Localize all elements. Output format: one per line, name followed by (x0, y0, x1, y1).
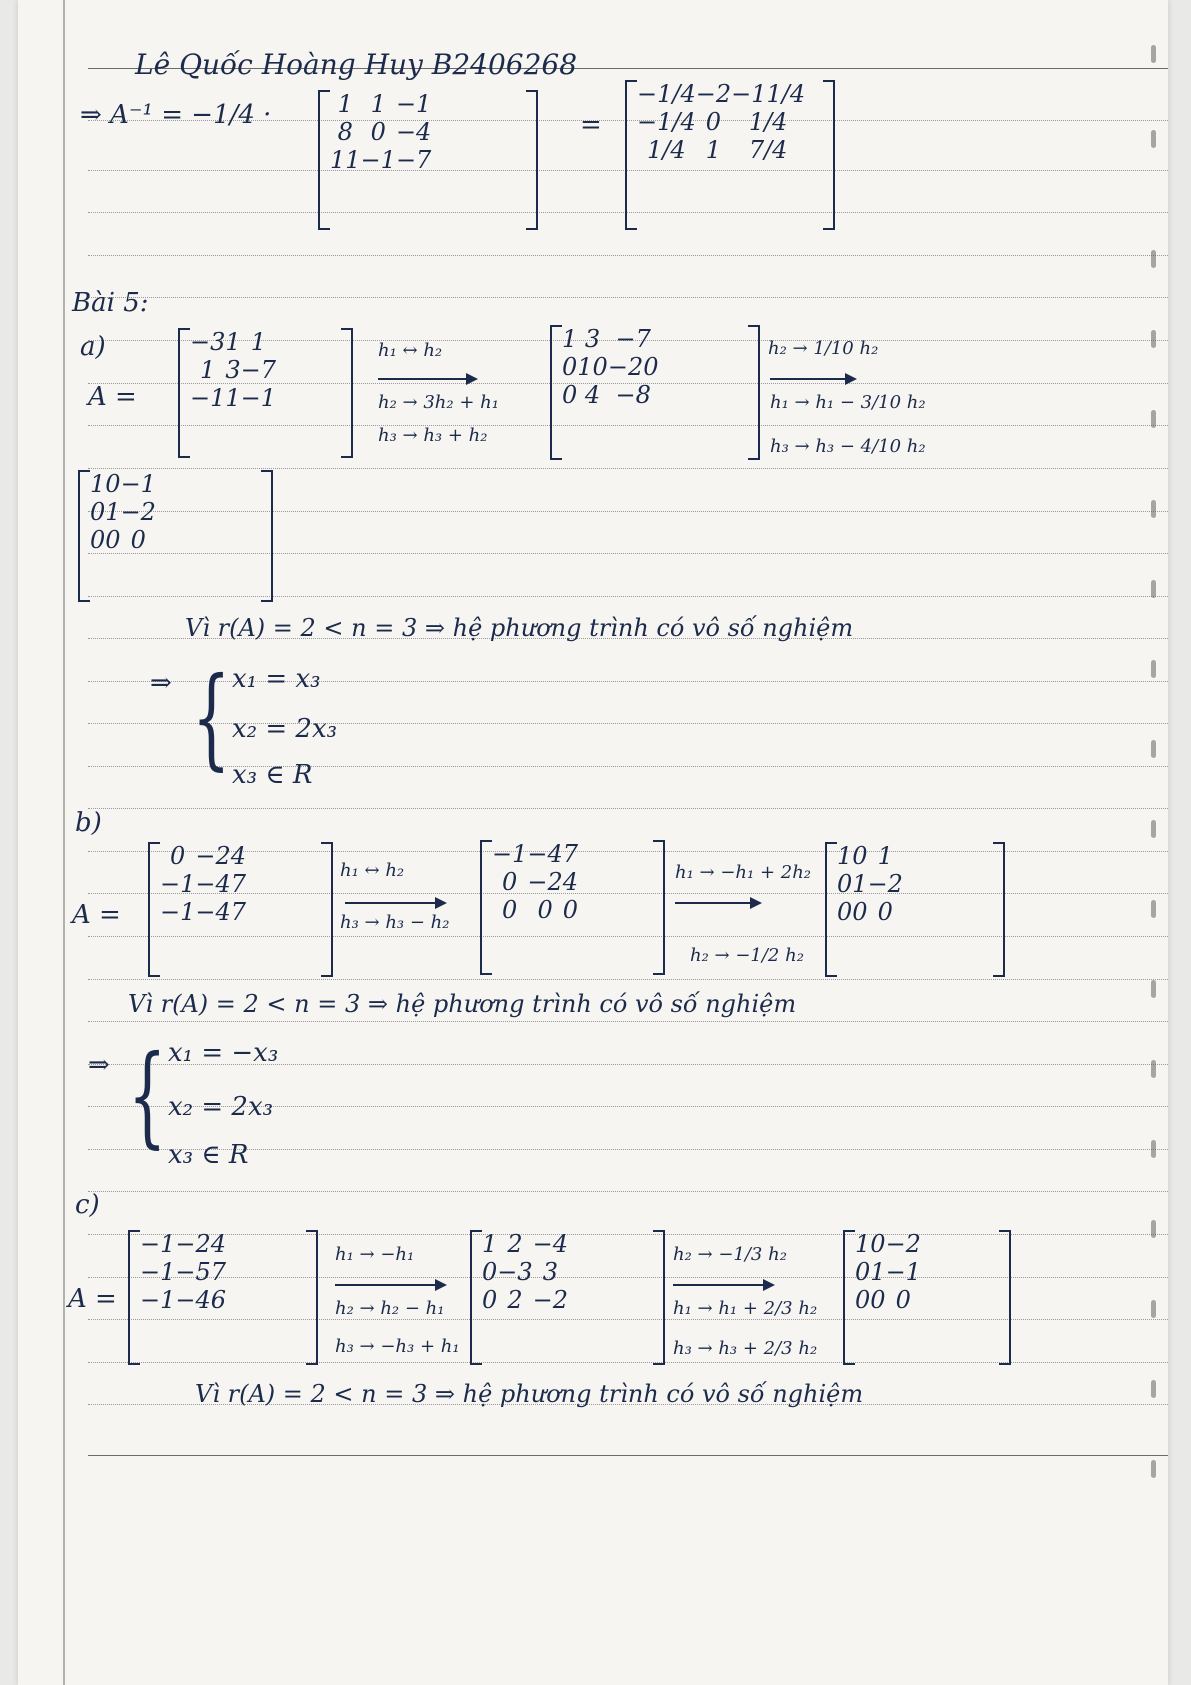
matrix-row (160, 898, 246, 926)
matrix-cell: −2 (532, 1286, 569, 1314)
part-c-conclusion: Vì r(A) = 2 < n = 3 ⇒ hệ phương trình có vô số nghiệm (195, 1380, 864, 1408)
matrix-cell: −1 (190, 384, 226, 412)
header-name-id: Lê Quốc Hoàng Huy B2406268 (135, 48, 578, 81)
matrix-row (160, 842, 246, 870)
matrix-cell: 0 (562, 353, 578, 381)
matrix-cell: 1 (105, 498, 121, 526)
part-b-brace: { (128, 1031, 167, 1159)
matrix-bracket-right (748, 325, 760, 460)
part-c-matrix-2 (470, 1230, 665, 1365)
matrix-cell: 0 (370, 118, 386, 146)
part-c-arrow-2 (673, 1284, 773, 1286)
matrix-bracket-right (993, 842, 1005, 977)
rule-line (88, 468, 1168, 469)
matrix-cell: −4 (175, 1286, 211, 1314)
part-c-op1-top: h₁ → −h₁ (335, 1244, 415, 1265)
part-c-matrix-1 (128, 1230, 318, 1365)
matrix-cell: −7 (615, 325, 651, 353)
part-b-matrix-2 (480, 840, 665, 975)
matrix-cell: 0 (855, 1258, 871, 1286)
part-a-arrow-2 (770, 378, 855, 380)
part-a-sys-1: x₁ = x₃ (232, 664, 321, 694)
inverse-result-matrix (625, 80, 835, 230)
part-a-lhs: A = (88, 382, 137, 412)
matrix-cell: −1 (160, 870, 196, 898)
part-b-arrow-2 (675, 902, 760, 904)
matrix-row (492, 896, 578, 924)
matrix-cell: 2 (507, 1286, 523, 1314)
matrix-bracket-right (306, 1230, 318, 1365)
matrix-cell: 2 (507, 1230, 523, 1258)
matrix-cell: 1 (482, 1230, 498, 1258)
binder-hole (1151, 130, 1156, 148)
matrix-cell: 1 (250, 328, 266, 356)
matrix-cell: 0 (105, 470, 121, 498)
matrix-cell: −1/4 (637, 80, 696, 108)
matrix-cell: 7 (230, 870, 247, 898)
matrix-row (140, 1230, 226, 1258)
part-c-arrow-1 (335, 1284, 445, 1286)
binder-hole (1151, 1220, 1156, 1238)
matrix-cell: 4 (562, 868, 579, 896)
matrix-cell: 0 (837, 898, 853, 926)
part-b-op2-b1: h₂ → −1/2 h₂ (690, 945, 804, 966)
part-a-op1-top: h₁ ↔ h₂ (378, 340, 443, 361)
matrix-cell: 1 (852, 870, 868, 898)
inverse-lhs: ⇒ A⁻¹ = −1/4 · (80, 100, 272, 130)
matrix-row (637, 80, 805, 108)
matrix-row (855, 1230, 921, 1258)
matrix-cell: 0 (105, 526, 121, 554)
matrix-cell: 0 (482, 1286, 498, 1314)
binder-hole (1151, 740, 1156, 758)
rule-line (88, 1191, 1168, 1192)
part-a-sys-arrow: ⇒ (150, 668, 172, 698)
matrix-bracket-right (526, 90, 538, 230)
part-a-arrow-1 (378, 378, 476, 380)
rule-line (88, 1021, 1168, 1022)
matrix-cell: 0 (852, 898, 868, 926)
matrix-bracket-left (128, 1230, 140, 1365)
part-a-label: a) (80, 332, 106, 362)
binder-hole (1151, 1060, 1156, 1078)
matrix-row (837, 870, 903, 898)
matrix-cell: 0 (537, 896, 553, 924)
inverse-equals: = (580, 110, 602, 140)
matrix-bracket-left (148, 842, 160, 977)
matrix-cell: 0 (895, 1286, 911, 1314)
matrix-row (330, 118, 431, 146)
part-b-conclusion: Vì r(A) = 2 < n = 3 ⇒ hệ phương trình có vô số nghiệm (128, 990, 797, 1018)
matrix-row (190, 356, 276, 384)
matrix-row (562, 325, 658, 353)
rule-line (88, 808, 1168, 809)
matrix-cell: −1 (395, 90, 432, 118)
matrix-bracket-right (321, 842, 333, 977)
binder-hole (1151, 820, 1156, 838)
matrix-bracket-left (550, 325, 562, 460)
matrix-row (562, 353, 658, 381)
matrix-cell: 0 (130, 526, 146, 554)
matrix-bracket-right (341, 328, 353, 458)
matrix-cell: −4 (395, 118, 432, 146)
matrix-grid (855, 1230, 921, 1314)
part-a-op2-top: h₂ → 1/10 h₂ (768, 338, 879, 359)
bai5-title: Bài 5: (72, 288, 149, 318)
matrix-cell: −7 (240, 356, 277, 384)
matrix-row (90, 470, 156, 498)
rule-line-bottom (88, 1455, 1168, 1456)
matrix-row (855, 1258, 921, 1286)
matrix-cell: 0 (562, 381, 578, 409)
matrix-cell: 1 (225, 328, 241, 356)
matrix-row (160, 870, 246, 898)
matrix-row (140, 1258, 226, 1286)
matrix-cell: 0 (502, 896, 518, 924)
part-c-op2-b1: h₁ → h₁ + 2/3 h₂ (673, 1298, 818, 1319)
matrix-grid (160, 842, 246, 926)
matrix-cell: −2 (195, 842, 231, 870)
matrix-cell: 1 (370, 90, 386, 118)
matrix-cell: 1 (705, 136, 722, 164)
binder-holes (1150, 0, 1160, 1685)
matrix-cell: −4 (527, 840, 563, 868)
matrix-cell: −7 (395, 146, 432, 174)
matrix-row (330, 146, 431, 174)
part-b-lhs: A = (72, 900, 121, 930)
matrix-cell: 1 (877, 842, 893, 870)
matrix-cell: 3 (584, 325, 601, 353)
matrix-bracket-right (261, 470, 273, 602)
matrix-cell: 0 (705, 108, 722, 136)
matrix-bracket-right (999, 1230, 1011, 1365)
matrix-cell: 10 (577, 353, 608, 381)
matrix-cell: −1 (240, 384, 277, 412)
matrix-cell: −3 (190, 328, 226, 356)
matrix-cell: −2 (120, 498, 156, 526)
binder-hole (1151, 1140, 1156, 1158)
matrix-cell: −20 (607, 353, 659, 381)
margin-line (63, 0, 65, 1685)
matrix-bracket-left (825, 842, 837, 977)
matrix-cell: 0 (502, 868, 518, 896)
matrix-grid (330, 90, 431, 174)
matrix-cell: 3 (542, 1258, 558, 1286)
part-b-op2-top: h₁ → −h₁ + 2h₂ (675, 862, 812, 883)
matrix-cell: −8 (615, 381, 651, 409)
part-b-sys-arrow: ⇒ (88, 1050, 110, 1080)
matrix-cell: 0 (837, 870, 853, 898)
matrix-cell: −4 (195, 898, 231, 926)
matrix-cell: −2 (885, 1230, 921, 1258)
matrix-cell: −1 (140, 1230, 176, 1258)
binder-hole (1151, 580, 1156, 598)
binder-hole (1151, 45, 1156, 63)
part-b-sys-3: x₃ ∈ R (168, 1140, 249, 1170)
matrix-row (562, 381, 658, 409)
matrix-cell: −1 (885, 1258, 921, 1286)
matrix-cell: 7 (210, 1258, 227, 1286)
part-a-sys-3: x₃ ∈ R (232, 760, 313, 790)
matrix-cell: 0 (90, 526, 106, 554)
binder-hole (1151, 500, 1156, 518)
matrix-cell: 1/4 (647, 136, 686, 164)
matrix-row (837, 842, 903, 870)
part-b-label: b) (75, 808, 102, 838)
matrix-cell: 0 (170, 842, 186, 870)
matrix-grid (140, 1230, 226, 1314)
matrix-row (482, 1286, 568, 1314)
part-a-op1-b1: h₂ → 3h₂ + h₁ (378, 392, 499, 413)
binder-hole (1151, 410, 1156, 428)
matrix-cell: −2 (175, 1230, 211, 1258)
rule-line (88, 297, 1168, 298)
matrix-bracket-left (318, 90, 330, 230)
matrix-cell: −4 (532, 1230, 569, 1258)
matrix-cell: −3 (497, 1258, 533, 1286)
matrix-cell: 0 (90, 498, 106, 526)
matrix-cell: −1 (492, 840, 528, 868)
inverse-matrix (318, 90, 538, 230)
matrix-row (90, 526, 156, 554)
matrix-bracket-left (78, 470, 90, 602)
matrix-cell: 1 (562, 325, 578, 353)
part-b-op1-top: h₁ ↔ h₂ (340, 860, 405, 881)
part-b-op1-b1: h₃ → h₃ − h₂ (340, 912, 450, 933)
matrix-cell: 1 (837, 842, 853, 870)
part-a-matrix-3 (78, 470, 273, 602)
part-b-sys-2: x₂ = 2x₃ (168, 1092, 274, 1122)
matrix-grid (90, 470, 156, 554)
matrix-cell: −1 (140, 1286, 176, 1314)
matrix-grid (837, 842, 903, 926)
matrix-cell: 0 (482, 1258, 498, 1286)
part-b-matrix-1 (148, 842, 333, 977)
part-a-op1-b2: h₃ → h₃ + h₂ (378, 425, 488, 446)
matrix-grid (562, 325, 658, 409)
matrix-cell: 0 (855, 1286, 871, 1314)
rule-line (88, 255, 1168, 256)
matrix-row (140, 1286, 226, 1314)
matrix-cell: 3 (225, 356, 241, 384)
matrix-cell: 7/4 (748, 136, 788, 164)
binder-hole (1151, 900, 1156, 918)
matrix-row (492, 840, 578, 868)
matrix-cell: −1 (120, 470, 156, 498)
matrix-row (492, 868, 578, 896)
matrix-bracket-left (625, 80, 637, 230)
matrix-row (90, 498, 156, 526)
matrix-row (190, 384, 276, 412)
matrix-cell: 7 (562, 840, 579, 868)
matrix-row (482, 1230, 568, 1258)
matrix-grid (190, 328, 276, 412)
part-a-sys-2: x₂ = 2x₃ (232, 714, 338, 744)
part-b-sys-1: x₁ = −x₃ (168, 1038, 279, 1068)
part-c-matrix-3 (843, 1230, 1011, 1365)
matrix-bracket-right (653, 840, 665, 975)
matrix-cell: −2 (695, 80, 732, 108)
matrix-cell: −1 (160, 898, 196, 926)
part-c-op1-b1: h₂ → h₂ − h₁ (335, 1298, 445, 1319)
matrix-cell: 4 (584, 381, 601, 409)
binder-hole (1151, 330, 1156, 348)
matrix-cell: −5 (175, 1258, 211, 1286)
matrix-cell: 1 (870, 1258, 886, 1286)
binder-hole (1151, 1460, 1156, 1478)
matrix-grid (637, 80, 805, 164)
matrix-cell: 1 (855, 1230, 871, 1258)
matrix-cell: 0 (852, 842, 868, 870)
binder-hole (1151, 1300, 1156, 1318)
rule-line (88, 1149, 1168, 1150)
matrix-bracket-left (178, 328, 190, 458)
part-b-arrow-1 (345, 902, 445, 904)
part-a-matrix-2 (550, 325, 760, 460)
part-a-conclusion: Vì r(A) = 2 < n = 3 ⇒ hệ phương trình có vô số nghiệm (185, 614, 854, 642)
part-c-op1-b2: h₃ → −h₃ + h₁ (335, 1336, 460, 1357)
binder-hole (1151, 1380, 1156, 1398)
matrix-cell: 0 (562, 896, 579, 924)
matrix-row (637, 108, 805, 136)
matrix-cell: 1/4 (748, 108, 788, 136)
matrix-row (855, 1286, 921, 1314)
matrix-cell: 7 (230, 898, 247, 926)
matrix-bracket-right (653, 1230, 665, 1365)
matrix-cell: −1 (140, 1258, 176, 1286)
matrix-cell: 11 (330, 146, 361, 174)
part-a-brace: { (192, 653, 231, 781)
matrix-cell: 4 (210, 1230, 227, 1258)
matrix-cell: −11/4 (731, 80, 806, 108)
matrix-cell: 1 (225, 384, 241, 412)
matrix-cell: 1 (337, 90, 353, 118)
matrix-row (190, 328, 276, 356)
part-c-lhs: A = (68, 1284, 117, 1314)
matrix-cell: 0 (877, 898, 893, 926)
binder-hole (1151, 980, 1156, 998)
matrix-cell: 6 (210, 1286, 227, 1314)
matrix-cell: 1 (90, 470, 106, 498)
matrix-grid (482, 1230, 568, 1314)
matrix-cell: 8 (337, 118, 353, 146)
matrix-bracket-left (480, 840, 492, 975)
part-c-op2-b2: h₃ → h₃ + 2/3 h₂ (673, 1338, 818, 1359)
part-a-op2-b1: h₁ → h₁ − 3/10 h₂ (770, 392, 926, 413)
part-c-op2-top: h₂ → −1/3 h₂ (673, 1244, 787, 1265)
matrix-bracket-left (470, 1230, 482, 1365)
part-c-label: c) (75, 1190, 100, 1220)
matrix-cell: 1 (200, 356, 216, 384)
part-a-matrix-1 (178, 328, 353, 458)
matrix-cell: 0 (870, 1230, 886, 1258)
matrix-cell: −2 (867, 870, 903, 898)
matrix-grid (492, 840, 578, 924)
matrix-cell: −4 (195, 870, 231, 898)
matrix-cell: −2 (527, 868, 563, 896)
binder-hole (1151, 660, 1156, 678)
matrix-cell: 4 (230, 842, 247, 870)
matrix-row (482, 1258, 568, 1286)
matrix-cell: −1/4 (637, 108, 696, 136)
matrix-cell: 0 (870, 1286, 886, 1314)
part-b-matrix-3 (825, 842, 1005, 977)
matrix-cell: −1 (360, 146, 396, 174)
matrix-bracket-right (823, 80, 835, 230)
matrix-row (837, 898, 903, 926)
matrix-bracket-left (843, 1230, 855, 1365)
matrix-row (637, 136, 805, 164)
binder-hole (1151, 250, 1156, 268)
part-a-op2-b2: h₃ → h₃ − 4/10 h₂ (770, 436, 926, 457)
rule-line (88, 979, 1168, 980)
matrix-row (330, 90, 431, 118)
